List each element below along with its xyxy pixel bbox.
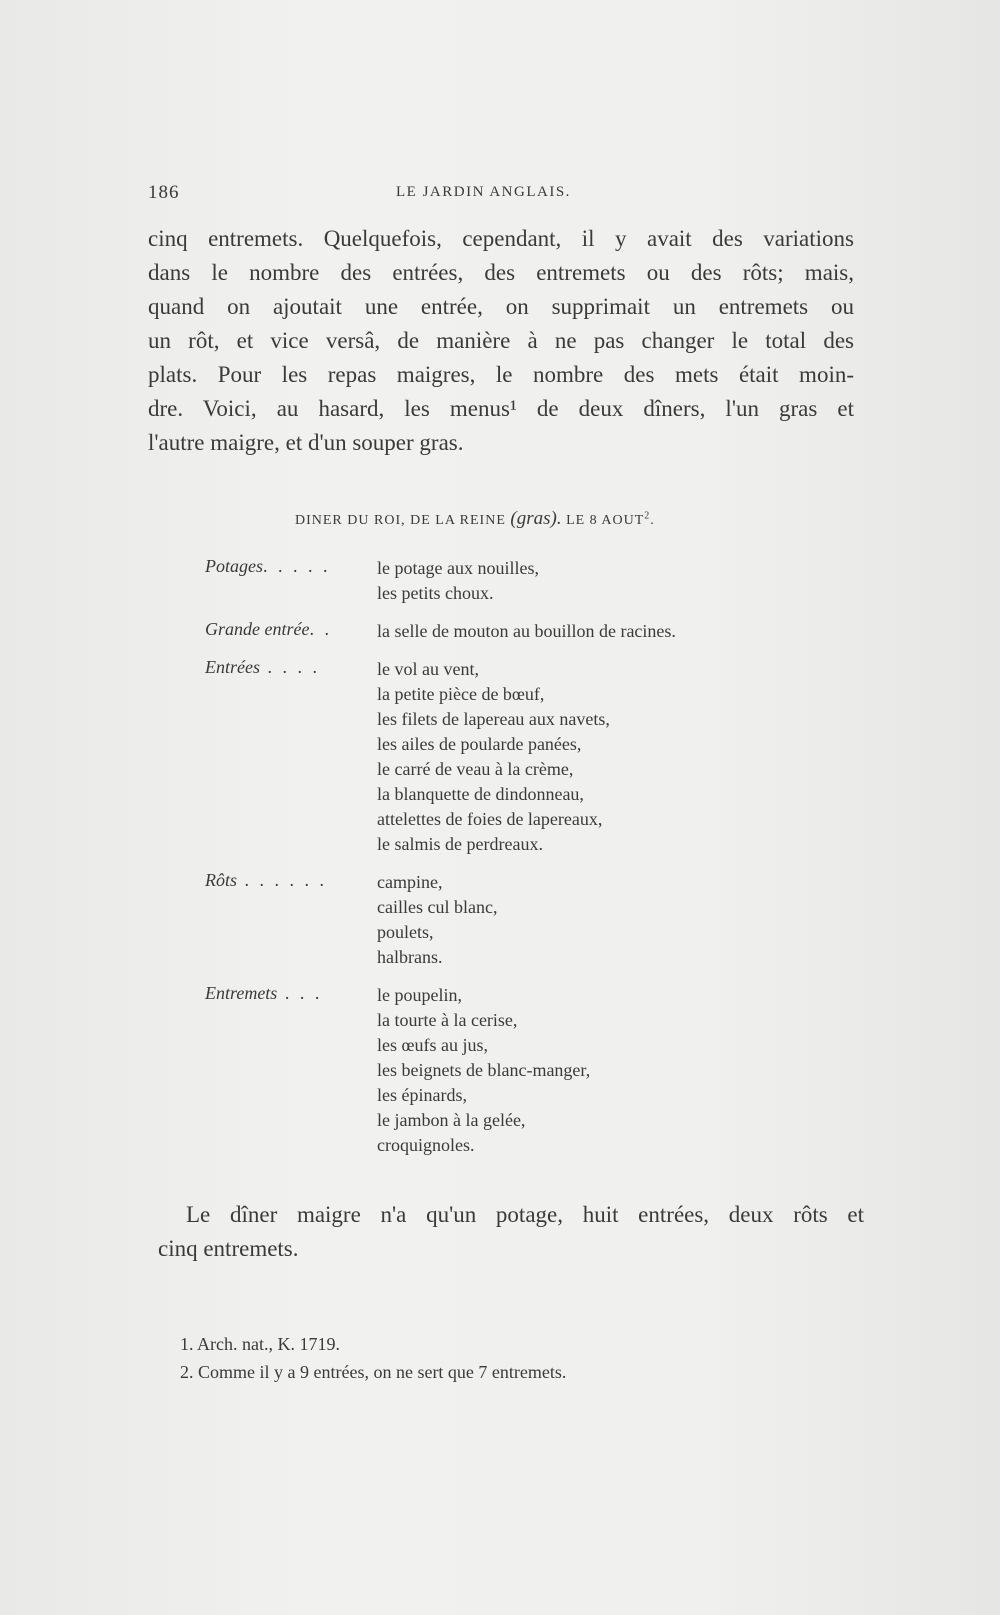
- menu-dish: le jambon à la gelée,: [377, 1110, 526, 1130]
- menu-dish: croquignoles.: [377, 1135, 475, 1155]
- footnotes: [180, 1330, 566, 1386]
- menu-dish: le potage aux nouilles,: [377, 558, 539, 578]
- paragraph-line: l'autre maigre, et d'un souper gras.: [148, 430, 464, 455]
- menu-title-prefix: DINER DU ROI, DE LA REINE: [295, 513, 506, 528]
- paragraph-line: quand on ajoutait une entrée, on supprimait un entremets ou: [148, 294, 854, 319]
- menu-dish: les beignets de blanc-manger,: [377, 1060, 591, 1080]
- menu-dish: le salmis de perdreaux.: [377, 834, 543, 854]
- menu-dish: cailles cul blanc,: [377, 897, 498, 917]
- menu-dish: le vol au vent,: [377, 659, 479, 679]
- course-label: Potages: [205, 556, 263, 576]
- course-dots: . .: [309, 619, 332, 639]
- paragraph-line: un rôt, et vice versâ, de manière à ne pas changer le total des: [148, 328, 854, 353]
- paragraph-line: cinq entremets. Quelquefois, cependant, il y avait des variations: [148, 226, 854, 251]
- course-dots: . . . . .: [263, 556, 331, 576]
- course-label-wrap: [205, 556, 331, 577]
- paragraph-line: dre. Voici, au hasard, les menus¹ de deux dîners, l'un gras et: [148, 396, 854, 421]
- conclusion-line: Le dîner maigre n'a qu'un potage, huit entrées, deux rôts et: [186, 1202, 864, 1227]
- menu-course: [205, 657, 825, 857]
- paragraph-line: plats. Pour les repas maigres, le nombre des mets était moin-: [148, 362, 854, 387]
- course-label-wrap: [205, 870, 327, 891]
- menu-dish: la petite pièce de bœuf,: [377, 684, 545, 704]
- course-label-wrap: [205, 619, 332, 640]
- course-label: Entrées: [205, 657, 260, 677]
- footnote: 2. Comme il y a 9 entrées, on ne sert que 7 entremets.: [180, 1362, 567, 1382]
- menu-course: [205, 870, 825, 970]
- menu-title-suffix: LE 8 AOUT: [566, 513, 645, 528]
- menu-dish: le poupelin,: [377, 985, 462, 1005]
- body-paragraph: [148, 222, 854, 460]
- menu-dish: poulets,: [377, 922, 434, 942]
- course-label: Grande entrée: [205, 619, 310, 639]
- menu-course: [205, 619, 825, 644]
- menu-dish: les épinards,: [377, 1085, 467, 1105]
- menu-title-note: 2: [644, 510, 651, 522]
- page-header: [148, 182, 848, 206]
- menu-dish: campine,: [377, 872, 443, 892]
- menu-dish: les ailes de poularde panées,: [377, 734, 582, 754]
- page-number: 186: [148, 182, 180, 203]
- course-label-wrap: [205, 983, 322, 1004]
- menu-title-gras: (gras).: [510, 508, 562, 529]
- menu-course: [205, 556, 825, 606]
- menu-title-end: .: [650, 513, 655, 528]
- menu-dish: halbrans.: [377, 947, 443, 967]
- menu-dish: le carré de veau à la crème,: [377, 759, 574, 779]
- course-dots: . . . .: [259, 657, 320, 677]
- conclusion-line: cinq entremets.: [158, 1236, 299, 1261]
- course-label: Rôts: [205, 870, 238, 890]
- menu-dish: les filets de lapereau aux navets,: [377, 709, 610, 729]
- menu-title: [295, 508, 655, 530]
- menu-list: [205, 556, 825, 1171]
- course-dots: . . . . . .: [237, 870, 328, 890]
- menu-dish: les petits choux.: [377, 583, 494, 603]
- footnote: 1. Arch. nat., K. 1719.: [180, 1334, 340, 1354]
- course-label: Entremets: [205, 983, 278, 1003]
- menu-dish: attelettes de foies de lapereaux,: [377, 809, 603, 829]
- course-label-wrap: [205, 657, 320, 678]
- conclusion-paragraph: [158, 1198, 864, 1266]
- menu-dish: les œufs au jus,: [377, 1035, 488, 1055]
- menu-dish: la selle de mouton au bouillon de racines.: [377, 621, 676, 641]
- menu-dish: la tourte à la cerise,: [377, 1010, 518, 1030]
- menu-dish: la blanquette de dindonneau,: [377, 784, 584, 804]
- course-dots: . . .: [277, 983, 323, 1003]
- running-title: LE JARDIN ANGLAIS.: [396, 184, 571, 200]
- paragraph-line: dans le nombre des entrées, des entremets ou des rôts; mais,: [148, 260, 854, 285]
- menu-course: [205, 983, 825, 1158]
